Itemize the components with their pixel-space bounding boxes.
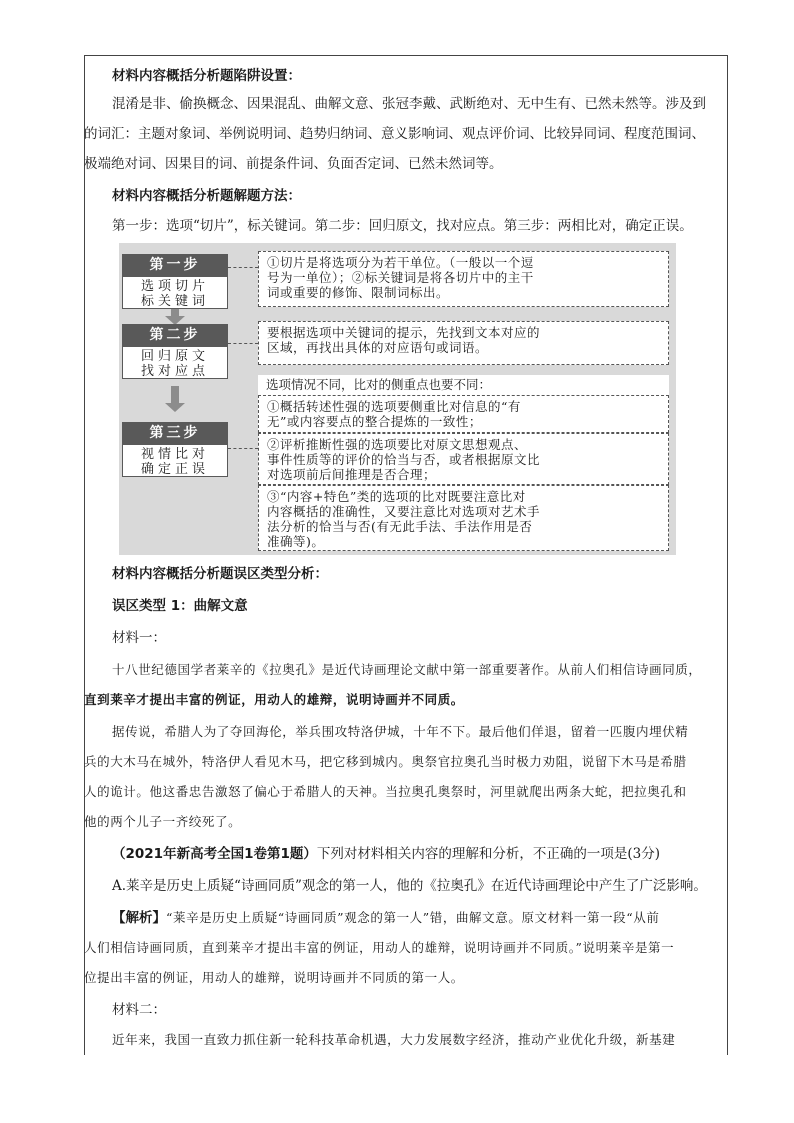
step2-note-line2: 区域，再找出具体的对应语句或词语。 [267,340,489,355]
analysis-line-2: 人们相信诗画同质，直到莱辛才提出丰富的例证，用动人的雄辩，说明诗画并不同质。”说明莱辛是第一 [84,940,675,955]
step2-title: 第二步 [122,324,228,346]
step2-body-line2: 找对应点 [140,364,209,379]
material1-line-3: 据传说，希腊人为了夺回海伦，举兵围攻特洛伊城，十年不下。最后他们佯退，留着一匹腹内埋伏精 [112,724,689,739]
analysis-line-1 [112,908,756,928]
analysis-line-3: 位提出丰富的例证，用动人的雄辩，说明诗画并不同质的第一人。 [84,970,464,985]
step3-body-line1: 视情比对 [140,447,209,462]
material1-line-6: 他的两个儿子一齐绞死了。 [84,814,242,829]
question-source: （2021年新高考全国1卷第1题） [112,846,317,862]
material1-label: 材料一： [112,630,166,646]
step3-body [122,444,228,477]
step2-note-line1: 要根据选项中关键词的提示，先找到文本对应的 [267,325,541,340]
step1-connector [228,267,258,268]
step3-title: 第三步 [122,422,228,444]
step3-connector [228,448,258,449]
trap-heading: 材料内容概括分析题陷阱设置： [112,68,301,84]
step1-body-line2: 标关键词 [140,294,209,309]
material1-line-4: 兵的大木马在城外，特洛伊人看见木马，把它移到城内。奥祭官拉奥孔当时极力劝阻，说留下木马是希腊 [84,754,687,769]
analysis-line-1-text: “莱辛是历史上质疑“诗画同质”观念的第一人”错，曲解文意。原文材料一第一段“从前 [166,910,660,925]
step3-note3-line4: 准确等)。 [267,534,325,549]
step3-note-3 [258,485,669,551]
step3-intro [258,375,669,395]
step1-title: 第一步 [122,254,228,276]
material1-line-1: 十八世纪德国学者莱辛的《拉奥孔》是近代诗画理论文献中第一部重要著作。从前人们相信诗画同质， [112,662,702,677]
step3-note1-line2: 无”或内容要点的整合提炼的一致性； [267,414,482,429]
errors-heading: 材料内容概括分析题误区类型分析： [112,566,328,582]
step3-note2-line2: 事件性质等的评价的恰当与否，或者根据原文比 [267,452,541,467]
step1-note-line3: 词或重要的修饰、限制词标出。 [267,285,450,300]
method-heading: 材料内容概括分析题解题方法： [112,188,301,204]
material2-line-1: 近年来，我国一直致力抓住新一轮科技革命机遇，大力发展数字经济，推动产业优化升级，新基建 [112,1032,676,1047]
step1-body [122,276,228,309]
step1-note-line1: ①切片是将选项分为若干单位。（一般以一个逗 [267,255,534,270]
step1-note [258,251,669,307]
step2-connector [228,343,258,344]
trap-line-2: 的词汇：主题对象词、举例说明词、趋势归纳词、意义影响词、观点评价词、比较异同词、程度范围词、 [84,126,705,142]
step3-note3-line3: 法分析的恰当与否(有无此手法、手法作用是否 [267,519,533,534]
step3-note3-line2: 内容概括的准确性，又要注意比对选项对艺术手 [267,504,541,519]
down-arrow-icon [171,309,179,316]
question-text: 下列对材料相关内容的理解和分析，不正确的一项是(3分) [316,846,660,862]
analysis-tag: 【解析】 [112,910,166,926]
question-line [112,844,756,864]
trap-line-1: 混淆是非、偷换概念、因果混乱、曲解文意、张冠李戴、武断绝对、无中生有、已然未然等。涉及到 [112,96,706,112]
step3-body-line2: 确定正误 [140,462,209,477]
step3-note2-line1: ②评析推断性强的选项要比对原文思想观点、 [267,437,528,452]
material1-line-5: 人的诡计。他这番忠告激怒了偏心于希腊人的天神。当拉奥孔奥祭时，河里就爬出两条大蛇，把拉奥孔和 [84,784,687,799]
down-arrow-head-icon [165,403,185,412]
step3-note-1 [258,395,669,433]
step1-note-line2: 号为一单位）；②标关键词是将各切片中的主干 [267,270,534,285]
step2-body-line1: 回归原文 [140,349,209,364]
step3-intro-text: 选项情况不同，比对的侧重点也要不同： [266,377,492,392]
method-steps-line: 第一步：选项“切片”，标关键词。第二步：回归原文，找对应点。第三步：两相比对，确定正误。 [112,218,693,234]
error-type-1-heading: 误区类型 1：曲解文意 [112,598,248,614]
method-diagram [119,243,676,555]
material2-label: 材料二： [112,1002,166,1018]
step3-note2-line3: 对选项前后间推理是否合理； [267,467,437,482]
option-a: A.莱辛是历史上质疑“诗画同质”观念的第一人，他的《拉奥孔》在近代诗画理论中产生了广泛影响。 [112,878,707,894]
step1-body-line1: 选项切片 [140,279,209,294]
step3-note-2 [258,433,669,485]
step2-body [122,346,228,379]
material1-line-2: 直到莱辛才提出丰富的例证，用动人的雄辩，说明诗画并不同质。 [84,692,464,707]
down-arrow-icon [171,386,179,403]
step2-note [258,321,669,365]
trap-line-3: 极端绝对词、因果目的词、前提条件词、负面否定词、已然未然词等。 [84,156,503,172]
step3-note1-line1: ①概括转述性强的选项要侧重比对信息的“有 [267,399,521,414]
step3-note3-line1: ③“内容+特色”类的选项的比对既要注意比对 [267,489,526,504]
